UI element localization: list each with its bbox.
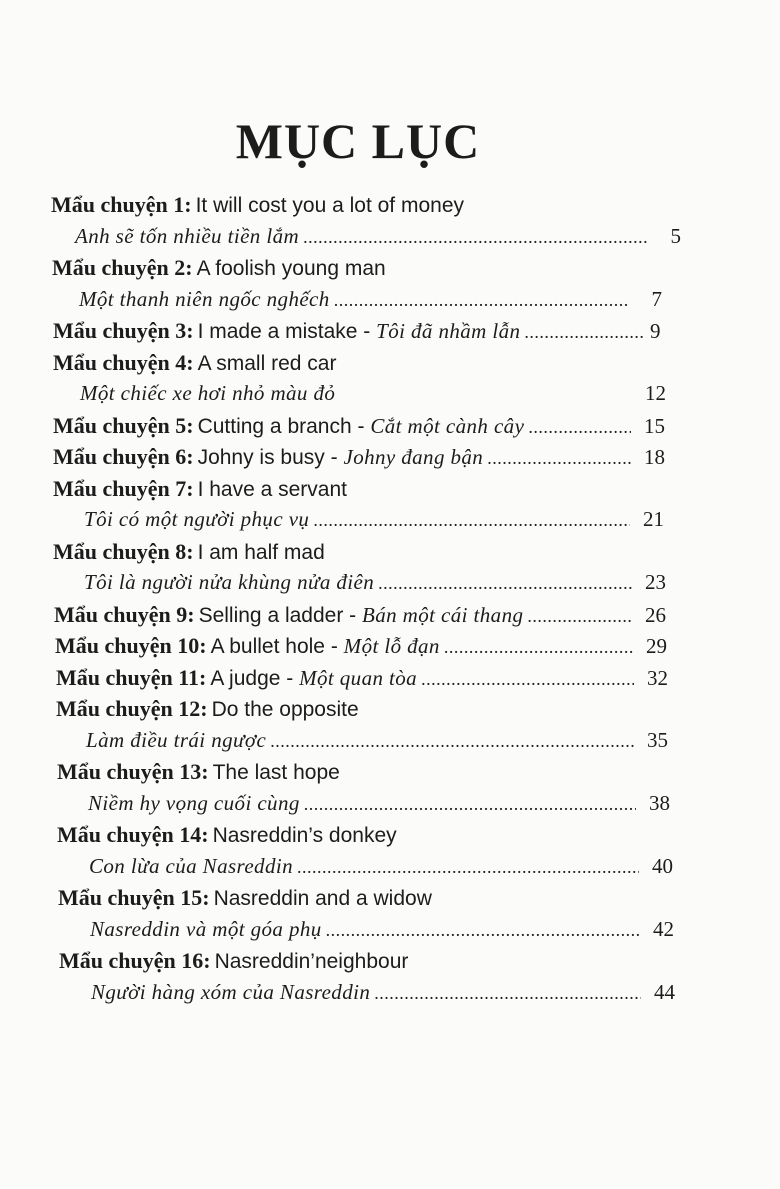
entry-vietnamese-title: Tôi đã nhầm lẫn <box>376 319 521 343</box>
toc-entry <box>0 662 780 694</box>
toc-entry <box>0 473 780 536</box>
entry-page-number: 40 <box>652 853 673 878</box>
entry-label: Mẩu chuyện 8: <box>53 538 194 564</box>
entry-label: Mẩu chuyện 1: <box>51 192 192 217</box>
entry-page-number: 38 <box>649 790 670 815</box>
entry-label: Mẩu chuyện 9: <box>54 601 195 627</box>
entry-page-number: 18 <box>644 445 665 469</box>
entry-english-title: The last hope <box>212 761 340 784</box>
dot-leader <box>334 285 628 317</box>
toc-entry <box>0 756 780 819</box>
dot-leader <box>487 443 631 475</box>
entry-separator: - <box>324 446 344 469</box>
toc-entry <box>0 441 780 473</box>
dot-leader <box>378 568 632 600</box>
entry-vietnamese-title: Người hàng xóm của Nasreddin <box>91 979 371 1004</box>
entry-english-title: Nasreddin’s donkey <box>212 824 397 847</box>
entry-vietnamese-title: Con lừa của Nasreddin <box>89 853 293 878</box>
entry-vietnamese-title: Một quan tòa <box>299 665 418 690</box>
entry-english-title: Cutting a branch <box>197 414 352 438</box>
dot-leader <box>304 789 636 821</box>
entry-label: Mẩu chuyện 15: <box>58 885 210 910</box>
entry-english-title: Nasreddin and a widow <box>213 887 432 910</box>
entry-label: Mẩu chuyện 12: <box>56 696 208 721</box>
entry-english-title: A foolish young man <box>196 257 386 280</box>
dot-leader <box>326 915 640 947</box>
toc-entry <box>0 315 780 347</box>
entry-separator: - <box>325 635 344 658</box>
entry-separator: - <box>357 320 377 343</box>
entry-english-title: A bullet hole <box>210 635 325 658</box>
entry-english-title: Selling a ladder <box>198 603 344 627</box>
entry-english-title: I am half mad <box>197 540 325 564</box>
toc-entry <box>0 945 780 1008</box>
toc-entry <box>0 599 780 631</box>
entry-page-number: 9 <box>650 319 661 343</box>
entry-vietnamese-title: Tôi có một người phục vụ <box>84 507 310 531</box>
entry-separator: - <box>351 414 371 438</box>
entry-label: Mẩu chuyện 10: <box>55 633 207 658</box>
entry-vietnamese-title: Tôi là người nửa khùng nửa điên <box>84 570 375 594</box>
entry-label: Mẩu chuyện 16: <box>59 948 211 973</box>
entry-label: Mẩu chuyện 5: <box>53 412 194 438</box>
entry-english-title: I have a servant <box>197 477 347 501</box>
dot-leader <box>421 664 634 696</box>
entry-vietnamese-title: Một thanh niên ngốc nghếch <box>79 286 330 311</box>
dot-leader <box>313 505 630 537</box>
toc-entry <box>0 410 780 442</box>
entry-vietnamese-title: Một lỗ đạn <box>343 634 440 658</box>
entry-page-number: 26 <box>645 602 666 627</box>
toc-entry <box>0 819 780 882</box>
entry-page-number: 21 <box>643 507 664 531</box>
entry-vietnamese-title: Bán một cái thang <box>362 602 524 627</box>
entry-page-number: 15 <box>644 413 665 438</box>
entry-english-title: Nasreddin’neighbour <box>214 950 409 973</box>
entry-separator: - <box>343 603 362 627</box>
entry-english-title: Johny is busy <box>197 446 325 469</box>
page-title: MỤC LỤC <box>235 113 481 169</box>
toc-entry <box>0 882 780 945</box>
entry-english-title: It will cost you a lot of money <box>195 194 465 217</box>
entry-vietnamese-title: Cắt một cành cây <box>370 413 525 438</box>
dot-leader <box>527 601 632 633</box>
dot-leader <box>270 726 634 758</box>
entry-label: Mẩu chuyện 13: <box>57 759 209 784</box>
entry-english-title: A small red car <box>197 351 337 375</box>
entry-page-number: 23 <box>645 570 666 594</box>
entry-page-number: 29 <box>646 634 667 658</box>
entry-vietnamese-title: Niềm hy vọng cuối cùng <box>88 790 300 815</box>
entry-english-title: A judge <box>210 666 281 690</box>
entry-english-title: I made a mistake <box>197 320 358 343</box>
entry-page-number: 12 <box>645 381 666 405</box>
dot-leader <box>374 978 641 1010</box>
dot-leader <box>528 412 631 444</box>
entry-vietnamese-title: Một chiếc xe hơi nhỏ màu đỏ <box>80 381 336 405</box>
dot-leader <box>297 852 639 884</box>
entry-label: Mẩu chuyện 7: <box>53 475 194 501</box>
entry-vietnamese-title: Làm điều trái ngược <box>86 727 267 752</box>
entry-page-number: 44 <box>654 979 675 1004</box>
toc-entry <box>0 252 780 315</box>
entry-separator: - <box>280 666 300 690</box>
entry-page-number: 5 <box>670 223 681 248</box>
entry-label: Mẩu chuyện 4: <box>53 349 194 375</box>
dot-leader <box>303 222 647 254</box>
entry-page-number: 32 <box>647 665 668 690</box>
toc-entry <box>0 693 780 756</box>
toc-entry <box>0 347 780 410</box>
entry-label: Mẩu chuyện 2: <box>52 255 193 280</box>
toc-entry <box>0 536 780 599</box>
entry-vietnamese-title: Anh sẽ tốn nhiều tiền lắm <box>75 223 300 248</box>
toc-entry <box>0 189 780 252</box>
table-of-contents <box>0 189 780 1008</box>
entry-page-number: 42 <box>653 916 674 941</box>
entry-label: Mẩu chuyện 6: <box>53 444 194 469</box>
toc-entry <box>0 630 780 662</box>
entry-label: Mẩu chuyện 3: <box>53 318 194 343</box>
entry-english-title: Do the opposite <box>211 698 359 721</box>
entry-page-number: 35 <box>647 727 668 752</box>
entry-vietnamese-title: Johny đang bận <box>343 445 484 469</box>
entry-vietnamese-title: Nasreddin và một góa phụ <box>90 916 322 941</box>
entry-label: Mẩu chuyện 14: <box>57 822 209 847</box>
entry-page-number: 7 <box>651 286 662 311</box>
dot-leader <box>524 317 644 349</box>
dot-leader <box>444 632 633 664</box>
entry-label: Mẩu chuyện 11: <box>56 664 207 690</box>
